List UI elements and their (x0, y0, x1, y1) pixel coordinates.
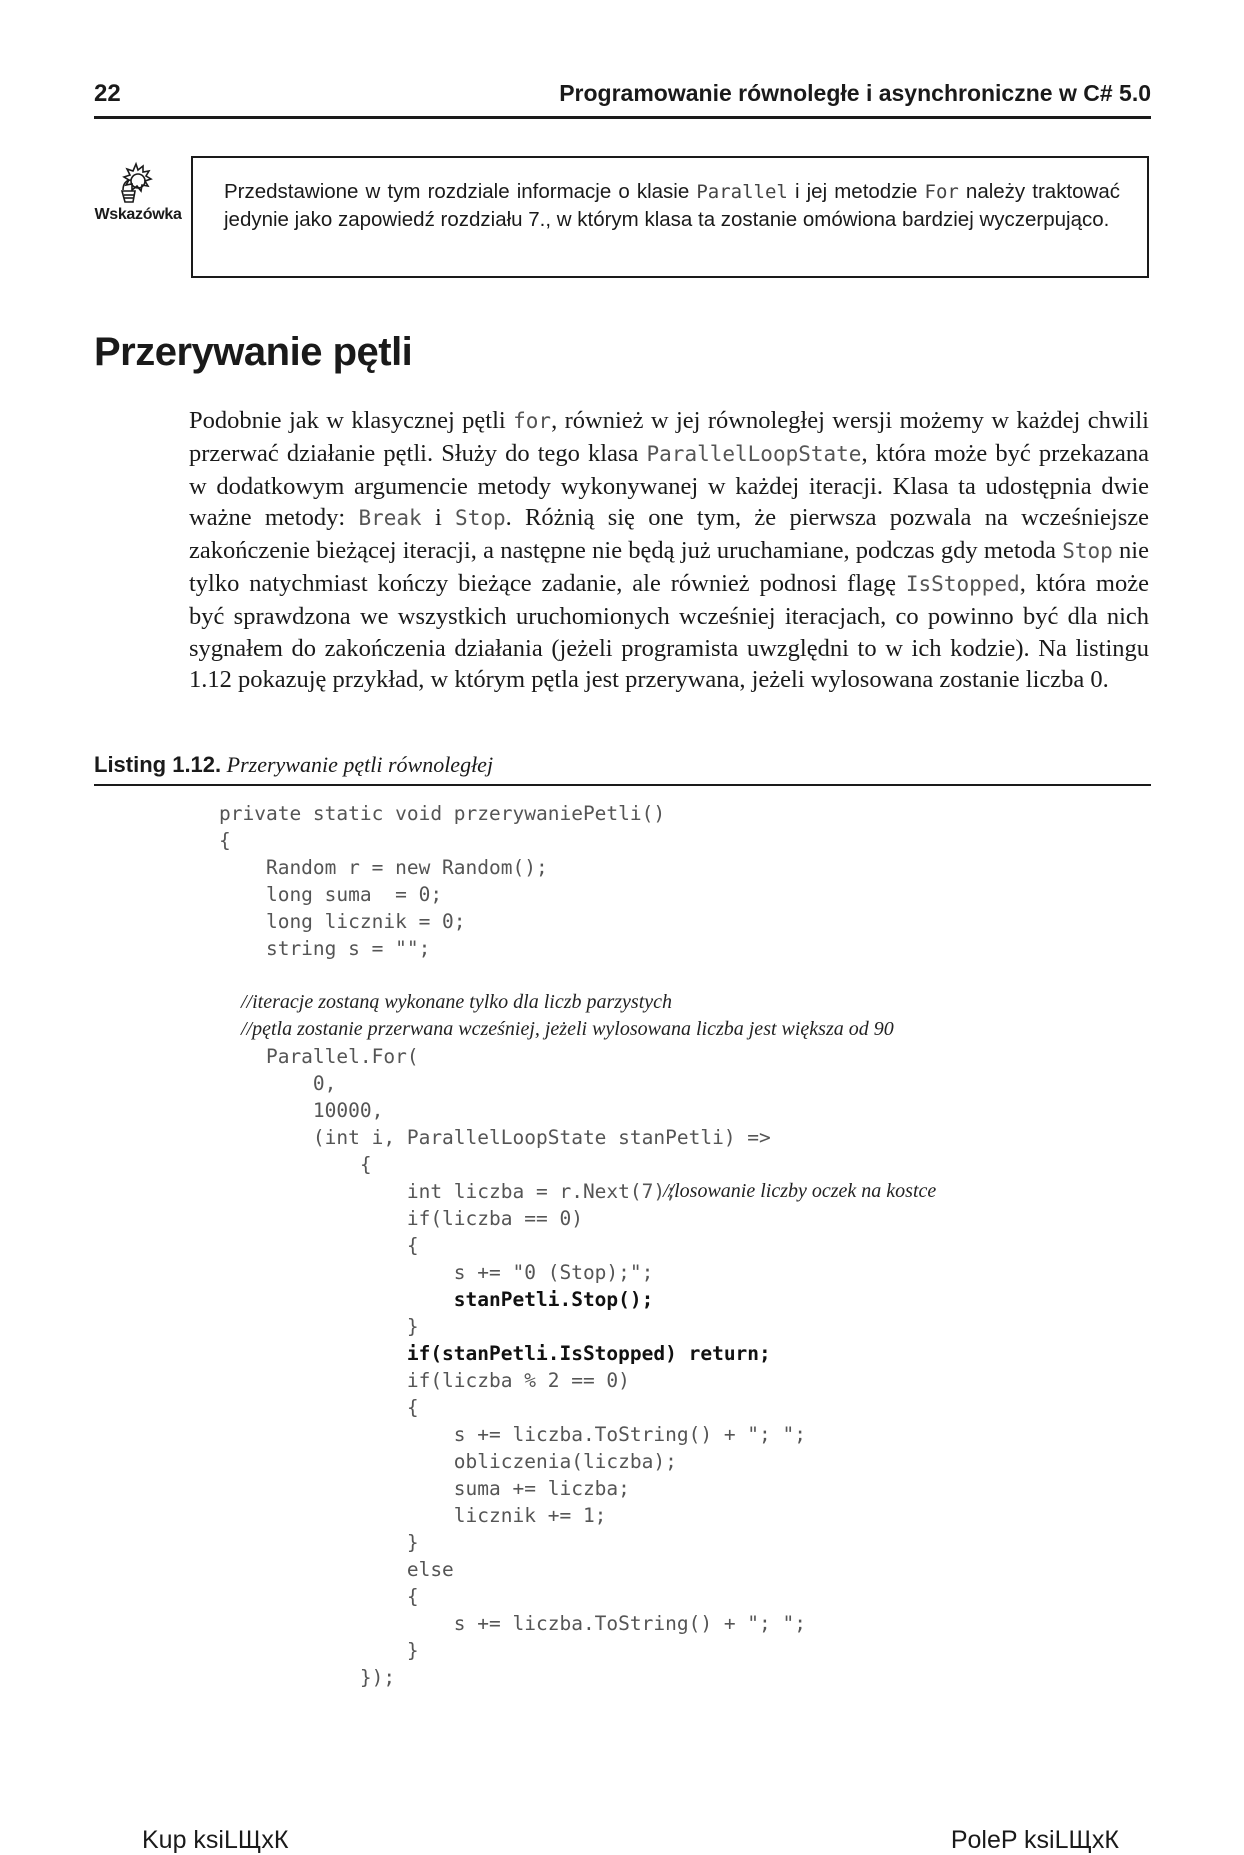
code-line: } (219, 1315, 419, 1338)
tip-box (191, 156, 1149, 278)
paragraph-text: Podobnie jak w klasycznej pętli (189, 407, 514, 434)
code-line: { (219, 1153, 372, 1176)
code-line: Random r = new Random(); (219, 856, 548, 879)
code-line: s += "0 (Stop);"; (219, 1261, 654, 1284)
code-line: }); (219, 1666, 396, 1689)
code-line: int liczba = r.Next(7); (219, 1180, 677, 1203)
inline-code: ParallelLoopState (646, 441, 862, 466)
code-line: if(liczba == 0) (219, 1207, 583, 1230)
tip-marker (92, 158, 184, 238)
listing-title: Przerywanie pętli równoległej (226, 752, 494, 777)
code-line: long suma = 0; (219, 883, 443, 906)
paragraph-text: i (421, 504, 456, 532)
code-line: { (219, 1585, 419, 1608)
body-paragraph (189, 405, 1149, 696)
inline-code: Parallel (696, 181, 788, 203)
paragraph-text: , która może być sprawdzona we wszystkich uruchomionych wcześniej iteracjach, co powinno być dla nich sygnałem do zakończenia działania (jeżeli programista uwzględni to w ich kodzie). Na listingu 1.12 pokazuję przykład, w którym pętla jest przerywana, jeżeli wylosowana zostanie liczba 0. (189, 569, 1149, 694)
code-line: 10000, (219, 1099, 384, 1122)
tip-label: Wskazówka (94, 206, 182, 223)
code-line: { (219, 1234, 419, 1257)
inline-code: Stop (455, 506, 506, 531)
inline-code: Stop (1062, 539, 1113, 564)
code-line: obliczenia(liczba); (219, 1450, 677, 1473)
code-line: s += liczba.ToString() + "; "; (219, 1612, 806, 1635)
lightbulb-sparkle-icon (92, 158, 184, 208)
code-line: string s = ""; (219, 937, 431, 960)
listing-label: Listing 1.12. (94, 752, 222, 777)
code-line: { (219, 829, 231, 852)
page-number: 22 (94, 80, 121, 107)
tip-text-part: Przedstawione w tym rozdziale informacje o klasie (224, 180, 697, 203)
running-title: Programowanie równoległe i asynchroniczne w C# 5.0 (559, 80, 1151, 106)
code-line: licznik += 1; (219, 1504, 607, 1527)
section-title: Przerywanie pętli (94, 330, 413, 374)
inline-code: IsStopped (905, 571, 1020, 596)
code-line: if(liczba % 2 == 0) (219, 1369, 630, 1392)
inline-code: for (513, 409, 552, 433)
code-line: } (219, 1531, 419, 1554)
code-line: { (219, 1396, 419, 1419)
code-comment: //pętla zostanie przerwana wcześniej, jeżeli wylosowana liczba jest większa od 90 (241, 1018, 894, 1040)
code-line-highlighted: stanPetli.Stop(); (219, 1288, 654, 1311)
tip-text-part: należy traktować jedynie jako zapowiedź rozdziału 7., w którym klasa ta zostanie omówiona bardziej wyczerpująco. (224, 180, 1120, 231)
recommend-book-link[interactable]: PoleP ksiLЩxК (950, 1826, 1119, 1854)
code-line: private static void przerywaniePetli() (219, 802, 666, 825)
tip-text (224, 178, 1120, 233)
code-line: s += liczba.ToString() + "; "; (219, 1423, 806, 1446)
code-line: } (219, 1639, 419, 1662)
page-header (94, 78, 1151, 119)
tip-text-part: i jej metodzie (787, 180, 925, 203)
paragraph-text: , która może być przekazana w dodatkowym argumencie metody wykonywanej w każdej iteracji. Klasa ta udostępnia dwie ważne metody: (189, 439, 1149, 532)
listing-caption (94, 752, 1151, 786)
inline-code: Break (358, 506, 422, 531)
code-line: long licznik = 0; (219, 910, 466, 933)
paragraph-text: nie tylko natychmiast kończy bieżące zadanie, ale również podnosi flagę (189, 537, 1149, 597)
code-line: Parallel.For( (219, 1045, 419, 1068)
buy-book-link[interactable]: Kup ksiLЩxК (142, 1826, 289, 1854)
paragraph-text: . Różnią się one tym, że pierwsza pozwala na wcześniejsze zakończenie bieżącej iteracji, a następne nie będą już uruchamiane, podczas gdy metoda (189, 504, 1149, 565)
code-comment: //iteracje zostaną wykonane tylko dla liczb parzystych (241, 991, 673, 1013)
code-line: else (219, 1558, 454, 1581)
code-line: suma += liczba; (219, 1477, 630, 1500)
code-line-highlighted: if(stanPetli.IsStopped) return; (219, 1342, 771, 1365)
inline-code: For (924, 181, 959, 203)
code-line: 0, (219, 1072, 337, 1095)
code-comment: //losowanie liczby oczek na kostce (663, 1180, 937, 1202)
code-line: (int i, ParallelLoopState stanPetli) => (219, 1126, 771, 1149)
paragraph-text: , również w jej równoległej wersji możemy w każdej chwili przerwać działanie pętli. Służy do tego klasa (189, 407, 1149, 467)
